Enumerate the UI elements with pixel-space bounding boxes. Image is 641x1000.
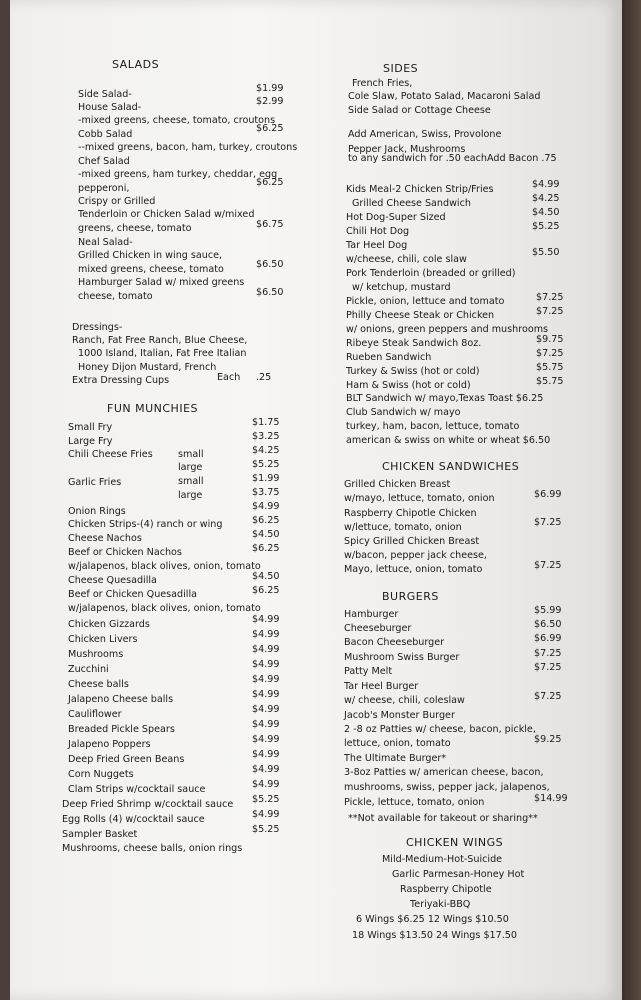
price: $5.25 [252,459,280,470]
price: $4.99 [252,734,280,745]
price: $6.50 [256,259,284,270]
price: $6.99 [534,633,562,644]
price: $6.25 [252,585,280,596]
menu-line: Rueben Sandwich [346,352,432,363]
menu-line: Teriyaki-BBQ [410,899,471,910]
menu-line: lettuce, onion, tomato [344,738,451,749]
table-edge [622,0,641,1000]
menu-line: 2 -8 oz Patties w/ cheese, bacon, pickle, [344,724,536,735]
price: $4.99 [252,659,280,670]
menu-line: Pork Tenderloin (breaded or grilled) [346,268,516,279]
menu-line: Side Salad or Cottage Cheese [348,105,491,116]
price: $4.50 [252,571,280,582]
menu-line: Hot Dog-Super Sized [346,212,446,223]
menu-line: Mayo, lettuce, onion, tomato [344,564,483,575]
price: $1.99 [256,83,284,94]
price: $1.99 [252,473,280,484]
each-label: Each [217,372,241,383]
price: $4.25 [532,193,560,204]
menu-line: Raspberry Chipotle [400,884,492,895]
price: $7.25 [536,292,564,303]
price: $6.75 [256,219,284,230]
price: $4.99 [252,629,280,640]
menu-line: Grilled Chicken in wing sauce, [78,250,223,261]
menu-line: Chicken Gizzards [68,619,150,630]
menu-line: Hamburger Salad w/ mixed greens [78,277,245,288]
menu-line: Chili Cheese Fries [68,449,153,460]
price: $6.99 [534,489,562,500]
menu-line: Mushrooms, cheese balls, onion rings [62,843,243,854]
menu-line: Dressings- [72,322,123,333]
price: $14.99 [534,793,568,804]
menu-line: Chili Hot Dog [346,226,410,237]
chicken-sandwiches-heading: CHICKEN SANDWICHES [382,460,520,473]
price: $6.50 [534,619,562,630]
menu-line: Deep Fried Shrimp w/cocktail sauce [62,799,234,810]
menu-line: Crispy or Grilled [78,196,156,207]
price: $5.25 [252,824,280,835]
menu-line: mixed greens, cheese, tomato [78,264,224,275]
menu-line: Beef or Chicken Quesadilla [68,589,198,600]
menu-line: -mixed greens, ham turkey, cheddar, egg [78,169,278,180]
salads-heading: SALADS [112,58,160,71]
menu-line: Spicy Grilled Chicken Breast [344,536,480,547]
price: $4.50 [532,207,560,218]
menu-line: w/jalapenos, black olives, onion, tomato [68,603,261,614]
menu-line: Philly Cheese Steak or Chicken [346,310,495,321]
price: $5.75 [536,362,564,373]
price: $9.75 [536,334,564,345]
menu-line: Cheeseburger [344,623,412,634]
menu-line: Jalapeno Poppers [68,739,151,750]
price: $4.99 [252,764,280,775]
menu-line: Tar Heel Dog [346,240,408,251]
price: $4.99 [252,809,280,820]
menu-line: Hamburger [344,609,399,620]
price: $4.99 [252,779,280,790]
menu-line: Kids Meal-2 Chicken Strip/Fries [346,184,494,195]
menu-line: w/jalapenos, black olives, onion, tomato [68,561,261,572]
menu-line: Pepper Jack, Mushrooms [348,144,466,155]
price: $4.50 [252,529,280,540]
menu-line: Zucchini [68,664,109,675]
price: $6.50 [256,287,284,298]
menu-line: w/ cheese, chili, coleslaw [344,695,465,706]
menu-line: Onion Rings [68,506,126,517]
price: $5.25 [252,794,280,805]
price: $4.99 [252,614,280,625]
menu-line: Garlic Parmesan-Honey Hot [392,869,525,880]
price: $4.99 [532,179,560,190]
menu-line: Ham & Swiss (hot or cold) [346,380,471,391]
size-label: large [178,490,203,501]
menu-line: Grilled Chicken Breast [344,479,451,490]
menu-line: w/ ketchup, mustard [352,282,451,293]
menu-line: Tenderloin or Chicken Salad w/mixed [78,209,255,220]
menu-line: Corn Nuggets [68,769,134,780]
menu-line: Egg Rolls (4) w/cocktail sauce [62,814,205,825]
price: $4.99 [252,644,280,655]
sides-heading: SIDES [383,62,419,75]
price: $6.25 [252,515,280,526]
menu-line: american & swiss on white or wheat $6.50 [346,435,551,446]
size-label: small [178,476,204,487]
menu-line: 3-8oz Patties w/ american cheese, bacon, [344,767,544,778]
menu-line: Mild-Medium-Hot-Suicide [382,854,503,865]
price: $7.25 [534,662,562,673]
price: $2.99 [256,96,284,107]
menu-line: w/bacon, pepper jack cheese, [344,550,487,561]
menu-line: Bacon Cheeseburger [344,637,445,648]
menu-line: Cole Slaw, Potato Salad, Macaroni Salad [348,91,541,102]
menu-line: Honey Dijon Mustard, French [78,362,217,373]
menu-line: Ribeye Steak Sandwich 8oz. [346,338,482,349]
price: $5.50 [532,247,560,258]
price: $7.25 [534,560,562,571]
menu-line: w/mayo, lettuce, tomato, onion [344,493,495,504]
menu-line: French Fries, [352,78,413,89]
price: $4.99 [252,674,280,685]
price: $7.25 [534,648,562,659]
menu-line: greens, cheese, tomato [78,223,192,234]
menu-line: -mixed greens, cheese, tomato, croutons [78,115,276,126]
menu-line: Chef Salad [78,156,130,167]
price: $3.25 [252,431,280,442]
menu-line: 1000 Island, Italian, Fat Free Italian [78,348,247,359]
menu-line: Grilled Cheese Sandwich [352,198,471,209]
menu-line: Small Fry [68,422,113,433]
menu-line: w/lettuce, tomato, onion [344,522,462,533]
menu-line: Cheese Quesadilla [68,575,157,586]
menu-line: Extra Dressing Cups [72,375,170,386]
menu-line: Pickle, lettuce, tomato, onion [344,797,485,808]
price: $6.25 [256,177,284,188]
price: $4.99 [252,749,280,760]
price: .25 [256,372,272,383]
price: $5.99 [534,605,562,616]
menu-line: Breaded Pickle Spears [68,724,175,735]
menu-line: Patty Melt [344,666,393,677]
fun-munchies-heading: FUN MUNCHIES [107,402,199,415]
menu-line: BLT Sandwich w/ mayo,Texas Toast $6.25 [346,393,544,404]
menu-line: to any sandwich for .50 eachAdd Bacon .75 [348,153,557,164]
burgers-heading: BURGERS [382,590,439,603]
menu-line: Chicken Livers [68,634,138,645]
menu-line: Club Sandwich w/ mayo [346,407,461,418]
menu-line: Cheese Nachos [68,533,142,544]
menu-line: Beef or Chicken Nachos [68,547,182,558]
menu-line: Raspberry Chipotle Chicken [344,508,477,519]
menu-line: w/cheese, chili, cole slaw [346,254,467,265]
menu-line: 18 Wings $13.50 24 Wings $17.50 [352,930,518,941]
price: $7.25 [536,348,564,359]
menu-line: turkey, ham, bacon, lettuce, tomato [346,421,520,432]
menu-line: --mixed greens, bacon, ham, turkey, croutons [78,142,298,153]
menu-line: Cauliflower [68,709,122,720]
price: $4.99 [252,704,280,715]
menu-line: Jacob's Monster Burger [344,710,455,721]
price: $9.25 [534,734,562,745]
menu-line: Mushroom Swiss Burger [344,652,460,663]
size-label: small [178,449,204,460]
price: $7.25 [534,691,562,702]
menu-line: Garlic Fries [68,477,122,488]
menu-line: Chicken Strips-(4) ranch or wing [68,519,223,530]
menu-line: Add American, Swiss, Provolone [348,129,502,140]
size-label: large [178,462,203,473]
menu-line: Cheese balls [68,679,129,690]
menu-line: Tar Heel Burger [344,681,419,692]
menu-line: Pickle, onion, lettuce and tomato [346,296,505,307]
menu-line: House Salad- [78,102,142,113]
price: $4.99 [252,689,280,700]
menu-line: Turkey & Swiss (hot or cold) [346,366,480,377]
price: $4.99 [252,719,280,730]
menu-line: Jalapeno Cheese balls [68,694,174,705]
menu-line: Sampler Basket [62,829,138,840]
menu-line: Cobb Salad [78,129,133,140]
price: $6.25 [252,543,280,554]
price: $4.99 [252,501,280,512]
price: $5.25 [532,221,560,232]
menu-line: Mushrooms [68,649,124,660]
menu-line: Deep Fried Green Beans [68,754,185,765]
menu-line: Clam Strips w/cocktail sauce [68,784,206,795]
menu-line: Ranch, Fat Free Ranch, Blue Cheese, [72,335,248,346]
price: $1.75 [252,417,280,428]
menu-line: The Ultimate Burger* [344,753,447,764]
menu-line: **Not available for takeout or sharing** [348,813,538,824]
menu-line: Large Fry [68,436,113,447]
price: $7.25 [534,517,562,528]
menu-line: 6 Wings $6.25 12 Wings $10.50 [356,914,509,925]
chicken-wings-heading: CHICKEN WINGS [406,836,504,849]
price: $7.25 [536,306,564,317]
price: $5.75 [536,376,564,387]
menu-line: mushrooms, swiss, pepper jack, jalapenos, [344,782,550,793]
price: $4.25 [252,445,280,456]
price: $3.75 [252,487,280,498]
menu-line: pepperoni, [78,183,130,194]
menu-line: Neal Salad- [78,237,133,248]
menu-line: w/ onions, green peppers and mushrooms [346,324,549,335]
menu-line: cheese, tomato [78,291,153,302]
price: $6.25 [256,123,284,134]
menu-line: Side Salad- [78,89,132,100]
